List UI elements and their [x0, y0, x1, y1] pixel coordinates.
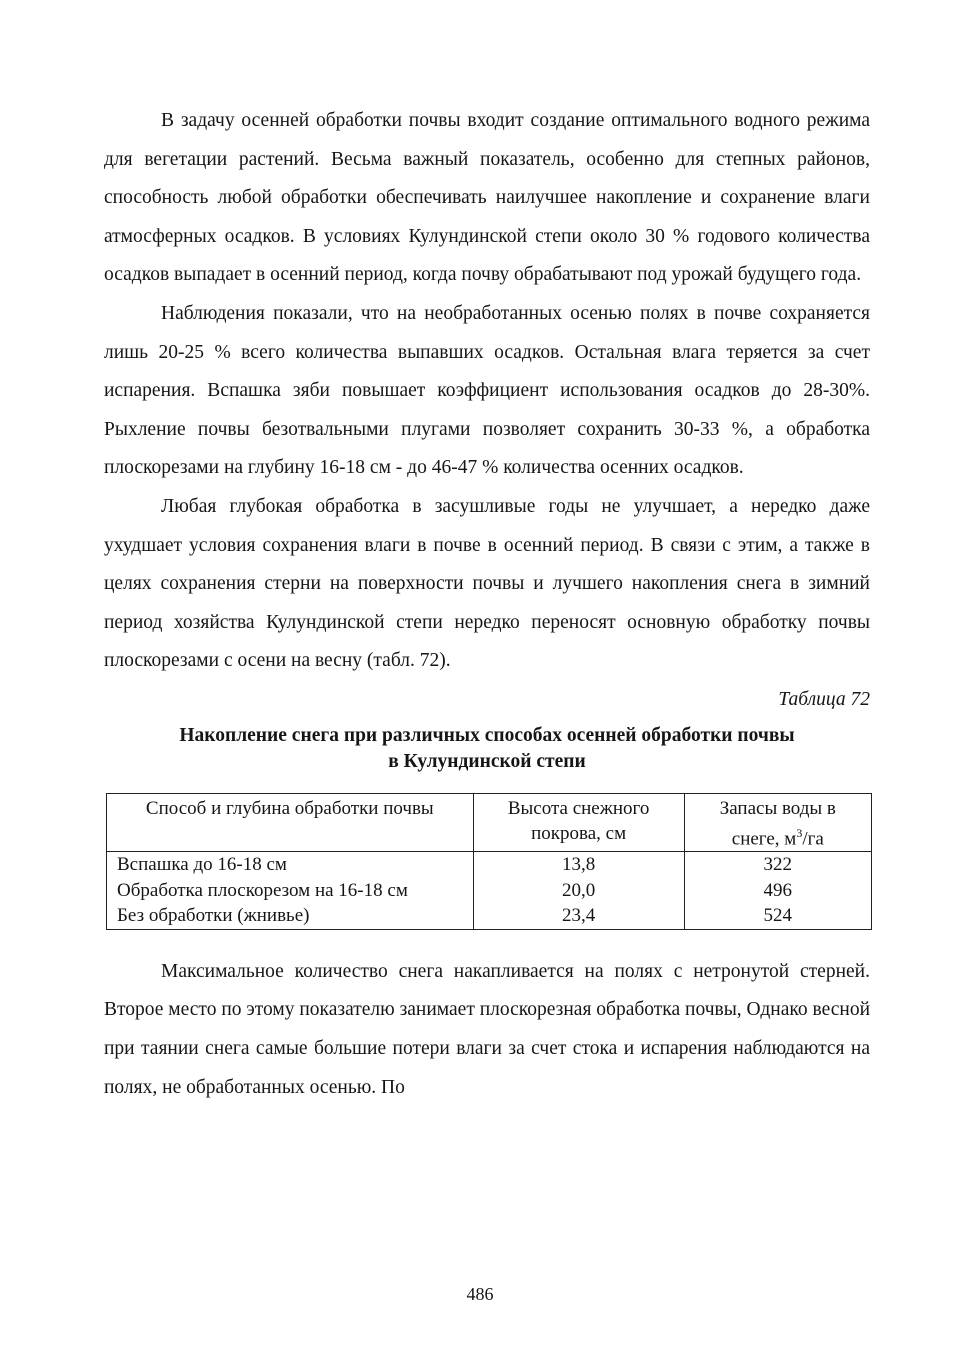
row-2-method: Обработка плоскорезом на 16-18 см [107, 878, 474, 904]
header-water-superscript: 3 [796, 825, 803, 840]
row-1-water: 322 [684, 852, 871, 878]
snow-accumulation-table [106, 793, 872, 930]
paragraph-3: Любая глубокая обработка в засушливые годы не улучшает, а нередко даже ухудшает условия сохранения влаги в почве в осенний период. В связи с этим, а также в целях сохранения стерни на поверхности почвы и лучшего накопления снега в зимний период хозяйства Кулундинской степи нередко переносят основную обработку почвы плоскорезами с осени на весну (табл. 72). [104, 495, 870, 672]
paragraph-1: В задачу осенней обработки почвы входит создание оптимального водного режима для вегетации растений. Весьма важный показатель, особенно для степных районов, способность любой обработки обеспечивать наилучшее накопление и сохранение влаги атмосферных осадков. В условиях Кулундинской степи около 30 % годового количества осадков выпадает в осенний период, когда почву обрабатывают под урожай будущего года. [104, 110, 870, 286]
row-1-snow-height: 13,8 [473, 852, 684, 878]
header-water-line-1: Запасы воды в [719, 797, 836, 819]
table-title [104, 723, 870, 775]
page-number: 486 [466, 1284, 494, 1304]
header-snow-height-line-2: покрова, см [531, 822, 627, 844]
table-caption: Таблица 72 [778, 688, 870, 710]
header-method [107, 793, 474, 851]
table-title-line-2: в Кулундинской степи [388, 750, 586, 772]
header-snow-height-line-1: Высота снежного [507, 797, 650, 819]
header-method-label: Способ и глубина обработки почвы [145, 797, 434, 819]
table-row [107, 878, 872, 904]
row-3-snow-height: 23,4 [473, 903, 684, 929]
table-row [107, 903, 872, 929]
page-body [104, 102, 870, 1107]
row-2-water: 496 [684, 878, 871, 904]
row-2-snow-height: 20,0 [473, 878, 684, 904]
header-water-line-2a: снеге, м [731, 828, 797, 850]
table-header-row [107, 793, 872, 851]
header-water-reserve [684, 793, 871, 851]
header-water-line-2b: /га [802, 828, 824, 850]
table-row [107, 852, 872, 878]
closing-paragraph: Максимальное количество снега накапливается на полях с нетронутой стерней. Второе место по этому показателю занимает плоскорезная обработка почвы, Однако весной при таянии снега самые большие потери влаги за счет стока и испарения наблюдаются на полях, не обработанных осенью. По [104, 960, 871, 1098]
paragraph-2: Наблюдения показали, что на необработанных осенью полях в почве сохраняется лишь 20-25 % всего количества выпавших осадков. Остальная влага теряется за счет испарения. Вспашка зяби повышает коэффициент использования осадков до 28-30%. Рыхление почвы безотвальными плугами позволяет сохранить 30-33 %, а обработка плоскорезами на глубину 16-18 см - до 46-47 % количества осенних осадков. [104, 302, 870, 479]
row-1-method: Вспашка до 16-18 см [107, 852, 474, 878]
row-3-method: Без обработки (жнивье) [107, 903, 474, 929]
row-3-water: 524 [684, 903, 871, 929]
table-title-line-1: Накопление снега при различных способах осенней обработки почвы [179, 724, 795, 746]
header-snow-height [473, 793, 684, 851]
